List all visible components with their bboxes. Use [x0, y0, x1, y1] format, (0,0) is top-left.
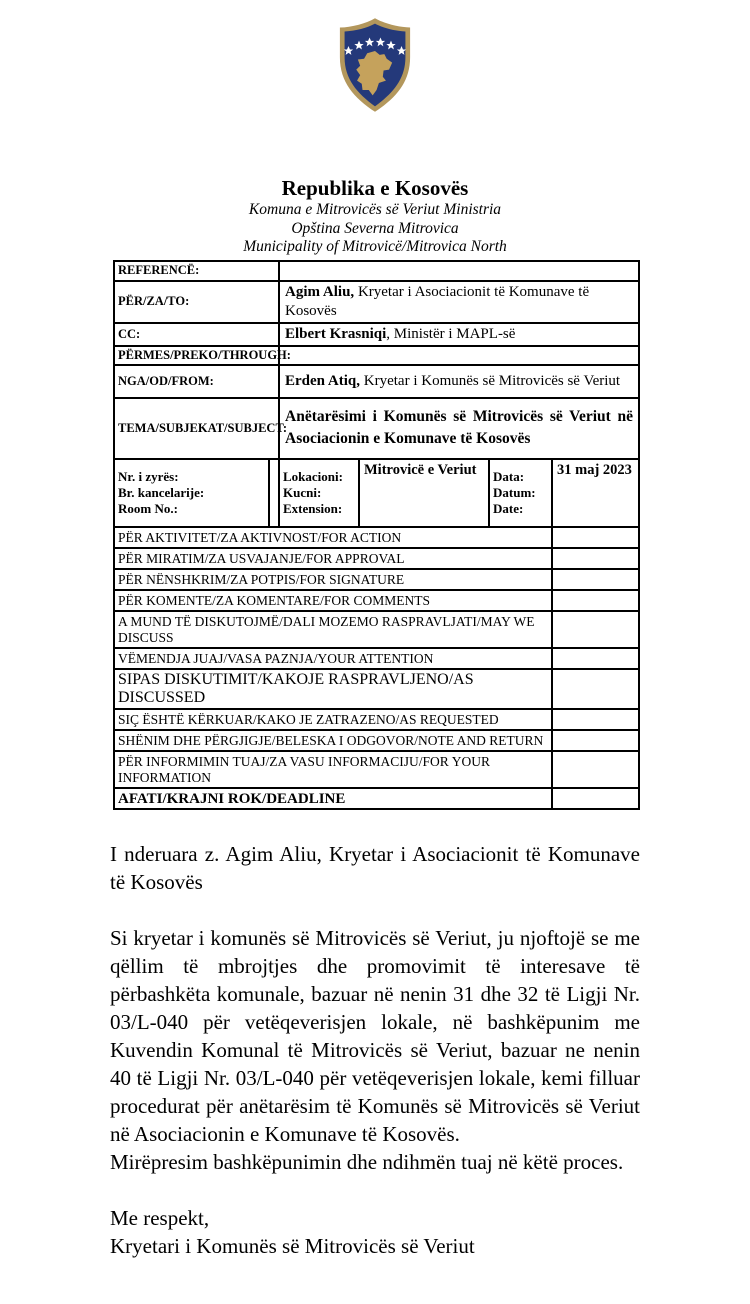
field-label-subject [115, 399, 288, 458]
office-label-line: Br. kancelarije: [118, 484, 205, 500]
table-row-to [115, 282, 638, 324]
action-row-for-signature [115, 570, 638, 591]
date-value: 31 maj 2023 [557, 461, 632, 478]
table-row-office-location-date [115, 460, 638, 528]
office-spacer-cell [270, 460, 280, 526]
action-label: PËR NËNSHKRIM/ZA POTPIS/FOR SIGNATURE [115, 570, 553, 589]
kosovo-coat-of-arms-icon [336, 16, 414, 114]
field-label-text: CC: [118, 326, 141, 341]
table-row-from [115, 366, 638, 399]
field-value-subject [280, 399, 638, 458]
closing: Me respekt, [110, 1205, 210, 1230]
checkbox-cell [553, 752, 638, 787]
field-label-reference [115, 262, 280, 280]
field-value-from [280, 366, 638, 397]
memo-header-table [113, 260, 640, 810]
field-value-text: Kryetar i Asociacionit të Komunave të Kosovës [285, 283, 590, 319]
field-value-bold: Anëtarësimi i Komunës së Mitrovicës së Veriut në Asociacionin e Komunave të Kosovës [285, 408, 633, 447]
kosovo-coat-of-arms [336, 16, 414, 114]
action-label: PËR AKTIVITET/ZA AKTIVNOST/FOR ACTION [115, 528, 553, 547]
subtitle-serbian: Opština Severna Mitrovica [291, 219, 459, 237]
checkbox-cell [553, 789, 638, 808]
table-row-subject [115, 399, 638, 460]
field-value-bold: Elbert Krasniqi [285, 325, 387, 342]
action-label: A MUND TË DISKUTOJMË/DALI MOZEMO RASPRAVLJATI/MAY WE DISCUSS [115, 612, 553, 647]
action-label: SIPAS DISKUTIMIT/KAKOJE RASPRAVLJENO/AS DISCUSSED [115, 670, 553, 708]
checkbox-cell [553, 612, 638, 647]
field-label-to [115, 282, 280, 322]
field-label-text: PËR/ZA/TO: [118, 294, 190, 308]
paragraph-gap [110, 1176, 640, 1204]
salutation: I nderuara z. Agim Aliu, Kryetar i Asociacionit të Komunave të Kosovës [110, 841, 640, 894]
action-label: PËR MIRATIM/ZA USVAJANJE/FOR APPROVAL [115, 549, 553, 568]
checkbox-cell [553, 528, 638, 547]
date-label-line: Date: [493, 500, 524, 516]
action-label: PËR INFORMIMIN TUAJ/ZA VASU INFORMACIJU/FOR YOUR INFORMATION [115, 752, 553, 787]
office-label-line: Room No.: [118, 500, 178, 516]
action-label: PËR KOMENTE/ZA KOMENTARE/FOR COMMENTS [115, 591, 553, 610]
page-title: Republika e Kosovës [281, 176, 469, 200]
action-label: AFATI/KRAJNI ROK/DEADLINE [115, 789, 553, 808]
date-label-line: Datum: [493, 484, 536, 500]
date-label-line: Data: [493, 468, 525, 484]
action-row-as-discussed [115, 670, 638, 710]
action-label: SHËNIM DHE PËRGJIGJE/BELESKA I ODGOVOR/NOTE AND RETURN [115, 731, 553, 750]
location-label-line: Extension: [283, 500, 343, 516]
date-label [490, 460, 553, 526]
field-value-cc [280, 324, 638, 345]
field-value-text: , Ministër i MAPL-së [386, 325, 516, 342]
action-row-for-comments [115, 591, 638, 612]
field-label-text: REFERENCË: [118, 263, 200, 277]
field-value-through [280, 347, 638, 364]
field-value-to [280, 282, 638, 322]
checkbox-cell [553, 731, 638, 750]
field-label-from [115, 366, 280, 397]
body-paragraph: Mirëpresim bashkëpunimin dhe ndihmën tuaj në këtë proces. [110, 1149, 624, 1174]
location-label [280, 460, 360, 526]
action-row-for-approval [115, 549, 638, 570]
signature-title: Kryetari i Komunës së Mitrovicës së Veriut [110, 1233, 475, 1258]
action-row-may-we-discuss [115, 612, 638, 649]
checkbox-cell [553, 670, 638, 708]
field-label-text: NGA/OD/FROM: [118, 373, 214, 388]
action-row-for-your-information [115, 752, 638, 789]
field-value-bold: Erden Atiq, [285, 372, 361, 389]
checkbox-cell [553, 710, 638, 729]
action-row-note-and-return [115, 731, 638, 752]
field-label-text: PËRMES/PREKO/THROUGH: [118, 347, 291, 362]
letter-body [110, 840, 640, 1260]
subtitle-english: Municipality of Mitrovicë/Mitrovica North [243, 238, 507, 255]
checkbox-cell [553, 649, 638, 668]
field-value-reference [280, 262, 638, 280]
location-value: Mitrovicë e Veriut [360, 460, 490, 526]
checkbox-cell [553, 591, 638, 610]
document-page [0, 16, 750, 1304]
action-row-as-requested [115, 710, 638, 731]
action-label: SIÇ ËSHTË KËRKUAR/KAKO JE ZATRAZENO/AS REQUESTED [115, 710, 553, 729]
table-row-reference [115, 262, 638, 282]
office-label-line: Nr. i zyrës: [118, 468, 179, 484]
paragraph-gap [110, 896, 640, 924]
subtitle-albanian: Komuna e Mitrovicës së Veriut Ministria [248, 201, 502, 218]
table-row-cc [115, 324, 638, 347]
table-row-through [115, 347, 638, 366]
action-row-deadline [115, 789, 638, 808]
field-value-text: Kryetar i Komunës së Mitrovicës së Veriut [360, 372, 621, 389]
action-row-your-attention [115, 649, 638, 670]
field-label-cc [115, 324, 280, 345]
location-label-line: Kucni: [283, 484, 322, 500]
office-number-label [115, 460, 270, 526]
checkbox-cell [553, 549, 638, 568]
body-paragraph: Si kryetar i komunës së Mitrovicës së Veriut, ju njoftojë se me qëllim të mbrojtjes dhe promovimit të interesave të përbashkëta komunale, bazuar në nenin 31 dhe 32 të Ligji Nr. 03/L-040 për vetëqeverisjen lokale, në bashkëpunim me Kuvendin Komunal të Mitrovicës së Veriut, bazuar ne nenin 40 të Ligji Nr. 03/L-040 për vetëqeverisjen lokale, kemi filluar procedurat për anëtarësim të Komunës së Mitrovicës së Veriut në Asociacionin e Komunave të Kosovës. [110, 925, 640, 1146]
field-value-bold: Agim Aliu, [285, 283, 355, 300]
checkbox-cell [553, 570, 638, 589]
action-label: VËMENDJA JUAJ/VASA PAZNJA/YOUR ATTENTION [115, 649, 553, 668]
field-label-through [115, 347, 291, 364]
field-label-text: TEMA/SUBJEKAT/SUBJECT: [118, 420, 288, 435]
action-row-for-action [115, 528, 638, 549]
location-label-line: Lokacioni: [283, 468, 343, 484]
